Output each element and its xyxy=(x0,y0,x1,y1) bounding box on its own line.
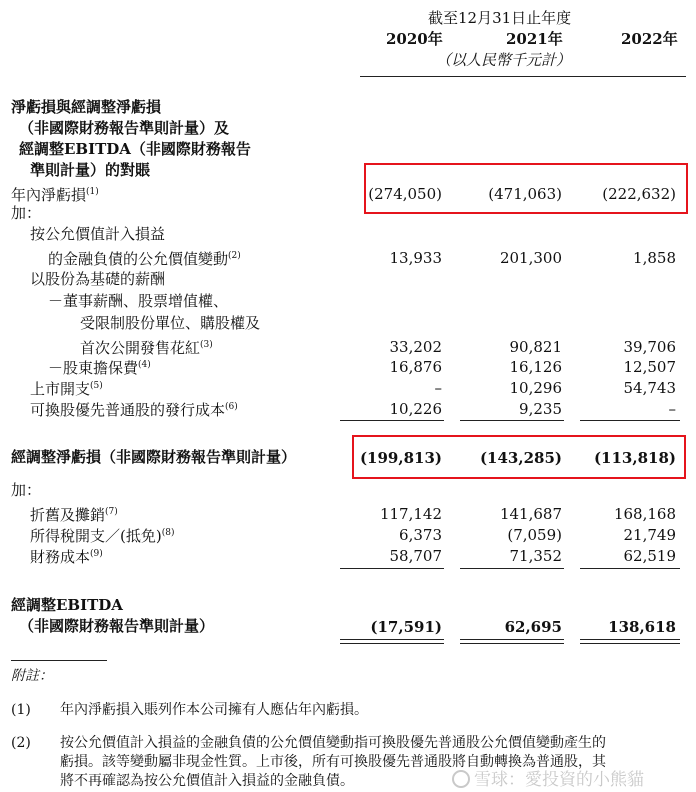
note-2-marker: (2) xyxy=(11,735,31,751)
depreciation-2021: 141,687 xyxy=(499,505,562,523)
sbc-guarantee-2022: 12,507 xyxy=(623,358,676,376)
notes-heading: 附註： xyxy=(11,668,53,684)
add-label-1: 加： xyxy=(11,204,42,222)
tax-label: 所得稅開支／(抵免)$^{(8)}$ xyxy=(30,527,175,545)
fv-change-label-line1: 按公允價值計入損益 xyxy=(30,225,166,243)
unit-header: （以人民幣千元計） xyxy=(436,51,572,69)
issuance-label: 可換股優先普通股的發行成本$^{(6)}$ xyxy=(30,401,238,419)
section-title-line4: 準則計量）的對賬 xyxy=(30,161,151,179)
sbc-directors-2021: 90,821 xyxy=(509,338,562,356)
finance-label: 財務成本$^{(9)}$ xyxy=(30,548,103,566)
double-rule-2020-a xyxy=(340,639,444,640)
depreciation-label: 折舊及攤銷$^{(7)}$ xyxy=(30,506,118,524)
note-2-line1: 按公允價值計入損益的金融負債的公允價值變動指可換股優先普通股公允價值變動產生的 xyxy=(60,735,606,751)
ebitda-rule-2022 xyxy=(580,568,680,569)
issuance-2021: 9,235 xyxy=(519,400,562,418)
fv-change-2020: 13,933 xyxy=(389,249,442,267)
listing-label: 上市開支$^{(5)}$ xyxy=(30,380,103,398)
year-2022-header: 2022年 xyxy=(621,30,678,48)
tax-2022: 21,749 xyxy=(623,526,676,544)
adj-net-loss-highlight-box xyxy=(352,435,686,479)
net-loss-highlight-box xyxy=(364,163,688,214)
listing-2020: – xyxy=(434,379,442,397)
sbc-directors-label-line1: －董事薪酬、股票增值權、 xyxy=(48,292,229,310)
depreciation-2022: 168,168 xyxy=(613,505,676,523)
listing-2021: 10,296 xyxy=(509,379,562,397)
sbc-guarantee-2021: 16,126 xyxy=(509,358,562,376)
sbc-label: 以股份為基礎的薪酬 xyxy=(30,270,166,288)
ebitda-2020: (17,591) xyxy=(370,618,442,636)
note-1-marker: (1) xyxy=(11,702,31,718)
net-loss-2022: (222,632) xyxy=(602,185,676,203)
listing-2022: 54,743 xyxy=(623,379,676,397)
fv-change-label-line2: 的金融負債的公允價值變動$^{(2)}$ xyxy=(48,250,241,268)
add-label-2: 加： xyxy=(11,481,42,499)
issuance-2022: – xyxy=(668,400,676,418)
header-rule xyxy=(360,76,686,77)
ebitda-rule-2021 xyxy=(460,568,564,569)
section-title-line1: 淨虧損與經調整淨虧損 xyxy=(11,98,162,116)
sbc-guarantee-2020: 16,876 xyxy=(389,358,442,376)
section-title-line2: （非國際財務報告準則計量）及 xyxy=(19,119,230,137)
double-rule-2020-b xyxy=(340,643,444,644)
sbc-directors-2022: 39,706 xyxy=(623,338,676,356)
adj-net-loss-2022: (113,818) xyxy=(593,449,676,467)
note-2-line3: 將不再確認為按公允價值計入損益的金融負債。 xyxy=(60,773,354,789)
sbc-guarantee-label: －股東擔保費$^{(4)}$ xyxy=(48,359,151,377)
section-title-line3: 經調整EBITDA（非國際財務報告 xyxy=(19,140,251,158)
depreciation-2020: 117,142 xyxy=(379,505,442,523)
tax-2021: (7,059) xyxy=(507,526,562,544)
adj-net-loss-2021: (143,285) xyxy=(479,449,562,467)
watermark: 雪球：愛投資的小熊貓 xyxy=(452,765,644,790)
net-loss-2020: (274,050) xyxy=(368,185,442,203)
double-rule-2022-b xyxy=(580,643,680,644)
ebitda-2021: 62,695 xyxy=(504,618,562,636)
period-header: 截至12月31日止年度 xyxy=(428,9,572,27)
subtotal-rule-2022 xyxy=(580,420,680,421)
ebitda-label-line1: 經調整EBITDA xyxy=(11,596,123,614)
finance-2020: 58,707 xyxy=(389,547,442,565)
double-rule-2021-a xyxy=(460,639,564,640)
fv-change-2022: 1,858 xyxy=(633,249,676,267)
note-1-text: 年內淨虧損入賬列作本公司擁有人應佔年內虧損。 xyxy=(60,702,368,718)
adj-net-loss-2020: (199,813) xyxy=(359,449,442,467)
subtotal-rule-2021 xyxy=(460,420,564,421)
double-rule-2022-a xyxy=(580,639,680,640)
sbc-directors-label-line3: 首次公開發售花紅$^{(3)}$ xyxy=(80,339,213,357)
subtotal-rule-2020 xyxy=(340,420,444,421)
watermark-logo-icon xyxy=(452,770,470,788)
sbc-directors-2020: 33,202 xyxy=(389,338,442,356)
notes-divider xyxy=(11,660,107,661)
net-loss-2021: (471,063) xyxy=(488,185,562,203)
finance-2022: 62,519 xyxy=(623,547,676,565)
ebitda-rule-2020 xyxy=(340,568,444,569)
year-2020-header: 2020年 xyxy=(386,30,443,48)
issuance-2020: 10,226 xyxy=(389,400,442,418)
note-2-line2: 虧損。該等變動屬非現金性質。上市後，所有可換股優先普通股將自動轉換為普通股，其 xyxy=(60,754,606,770)
year-2021-header: 2021年 xyxy=(506,30,563,48)
net-loss-label: 年內淨虧損$^{(1)}$ xyxy=(11,186,99,204)
fv-change-2021: 201,300 xyxy=(499,249,562,267)
adj-net-loss-label: 經調整淨虧損（非國際財務報告準則計量） xyxy=(11,448,297,466)
ebitda-label-line2: （非國際財務報告準則計量） xyxy=(19,617,215,635)
ebitda-2022: 138,618 xyxy=(608,618,676,636)
finance-2021: 71,352 xyxy=(509,547,562,565)
tax-2020: 6,373 xyxy=(399,526,442,544)
sbc-directors-label-line2: 受限制股份單位、購股權及 xyxy=(80,314,261,332)
double-rule-2021-b xyxy=(460,643,564,644)
